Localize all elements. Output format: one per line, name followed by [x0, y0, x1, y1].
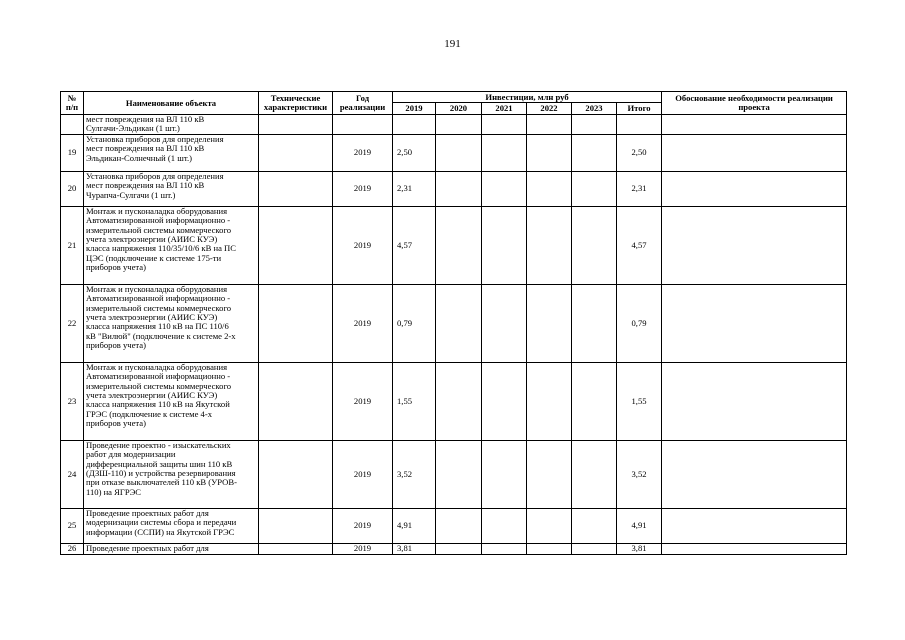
header-total: Итого	[617, 103, 662, 115]
table-row	[61, 543, 847, 554]
row-year	[333, 115, 393, 135]
row-num: 20	[61, 171, 84, 206]
row-total: 4,91	[617, 508, 662, 543]
row-num	[61, 115, 84, 135]
row-total: 3,81	[617, 543, 662, 554]
table-row	[61, 115, 847, 135]
header-2022: 2022	[527, 103, 572, 115]
header-year: Год реализации	[333, 92, 393, 115]
row-num: 23	[61, 362, 84, 440]
row-name: Проведение проектных работ для	[86, 543, 209, 553]
header-2019: 2019	[393, 103, 436, 115]
header-basis: Обоснование необходимости реализации проекта	[662, 92, 847, 115]
page-number: 191	[444, 38, 461, 50]
table-row	[61, 284, 847, 362]
table-row	[61, 440, 847, 508]
row-2019: 2,31	[393, 171, 436, 206]
header-2023: 2023	[572, 103, 617, 115]
row-year: 2019	[333, 440, 393, 508]
row-total: 3,52	[617, 440, 662, 508]
row-total: 2,50	[617, 134, 662, 171]
row-year: 2019	[333, 206, 393, 284]
row-total: 2,31	[617, 171, 662, 206]
investment-table	[60, 91, 847, 555]
row-year: 2019	[333, 134, 393, 171]
table-row	[61, 508, 847, 543]
table-row	[61, 134, 847, 171]
row-name: Проведение проектно - изыскательских работ для модернизации дифференциальной защиты шин 110 кВ (ДЗШ-110) и устройства резервирования при отказе выключателей 110 кВ (УРОВ- 110) на ЯГРЭС	[86, 440, 237, 497]
row-2019: 2,50	[393, 134, 436, 171]
row-2019	[393, 115, 436, 135]
row-name: Монтаж и пусконаладка оборудования Автоматизированной информационно - измерительной системы коммерческого учета электроэнергии (АИИС КУЭ) класса напряжения 110/35/10/6 кВ на ПС ЦЭС (подключение к системе 175-ти приборов учета)	[86, 206, 236, 273]
row-name: Проведение проектных работ для модернизации системы сбора и передачи информации (ССПИ) на Якутской ГРЭС	[86, 508, 237, 537]
table-row	[61, 171, 847, 206]
row-num: 19	[61, 134, 84, 171]
row-num: 24	[61, 440, 84, 508]
table-row	[61, 362, 847, 440]
row-2019: 3,52	[393, 440, 436, 508]
row-num: 21	[61, 206, 84, 284]
row-name: Установка приборов для определения мест повреждения на ВЛ 110 кВ Эльдикан-Солнечный (1 шт.)	[86, 134, 224, 163]
row-num: 26	[61, 543, 84, 554]
row-num: 25	[61, 508, 84, 543]
row-name: мест повреждения на ВЛ 110 кВ Сулгачи-Эльдикан (1 шт.)	[86, 114, 205, 134]
row-year: 2019	[333, 508, 393, 543]
row-name: Монтаж и пусконаладка оборудования Автоматизированной информационно - измерительной системы коммерческого учета электроэнергии (АИИС КУЭ) класса напряжения 110 кВ на ПС 110/6 кВ "Вилюй" (подключение к системе 2-х приборов учета)	[86, 284, 236, 351]
table-row	[61, 206, 847, 284]
row-2019: 1,55	[393, 362, 436, 440]
row-name: Монтаж и пусконаладка оборудования Автоматизированной информационно - измерительной системы коммерческого учета электроэнергии (АИИС КУЭ) класса напряжения 110 кВ на Якутской ГРЭС (подключение к системе 4-х приборов учета)	[86, 362, 232, 429]
header-num: № п/п	[61, 92, 84, 115]
row-year: 2019	[333, 543, 393, 554]
row-name: Установка приборов для определения мест повреждения на ВЛ 110 кВ Чурапча-Сулгачи (1 шт.)	[86, 171, 224, 200]
row-total: 0,79	[617, 284, 662, 362]
header-invest: Инвестиции, млн руб	[393, 92, 662, 103]
row-2019: 4,57	[393, 206, 436, 284]
header-name: Наименование объекта	[84, 92, 259, 115]
row-2019: 3,81	[393, 543, 436, 554]
row-year: 2019	[333, 171, 393, 206]
row-total: 1,55	[617, 362, 662, 440]
header-2021: 2021	[482, 103, 527, 115]
row-year: 2019	[333, 362, 393, 440]
row-num: 22	[61, 284, 84, 362]
row-2019: 4,91	[393, 508, 436, 543]
row-total: 4,57	[617, 206, 662, 284]
header-tech: Технические характеристики	[259, 92, 333, 115]
row-2019: 0,79	[393, 284, 436, 362]
header-2020: 2020	[436, 103, 482, 115]
row-year: 2019	[333, 284, 393, 362]
row-total	[617, 115, 662, 135]
